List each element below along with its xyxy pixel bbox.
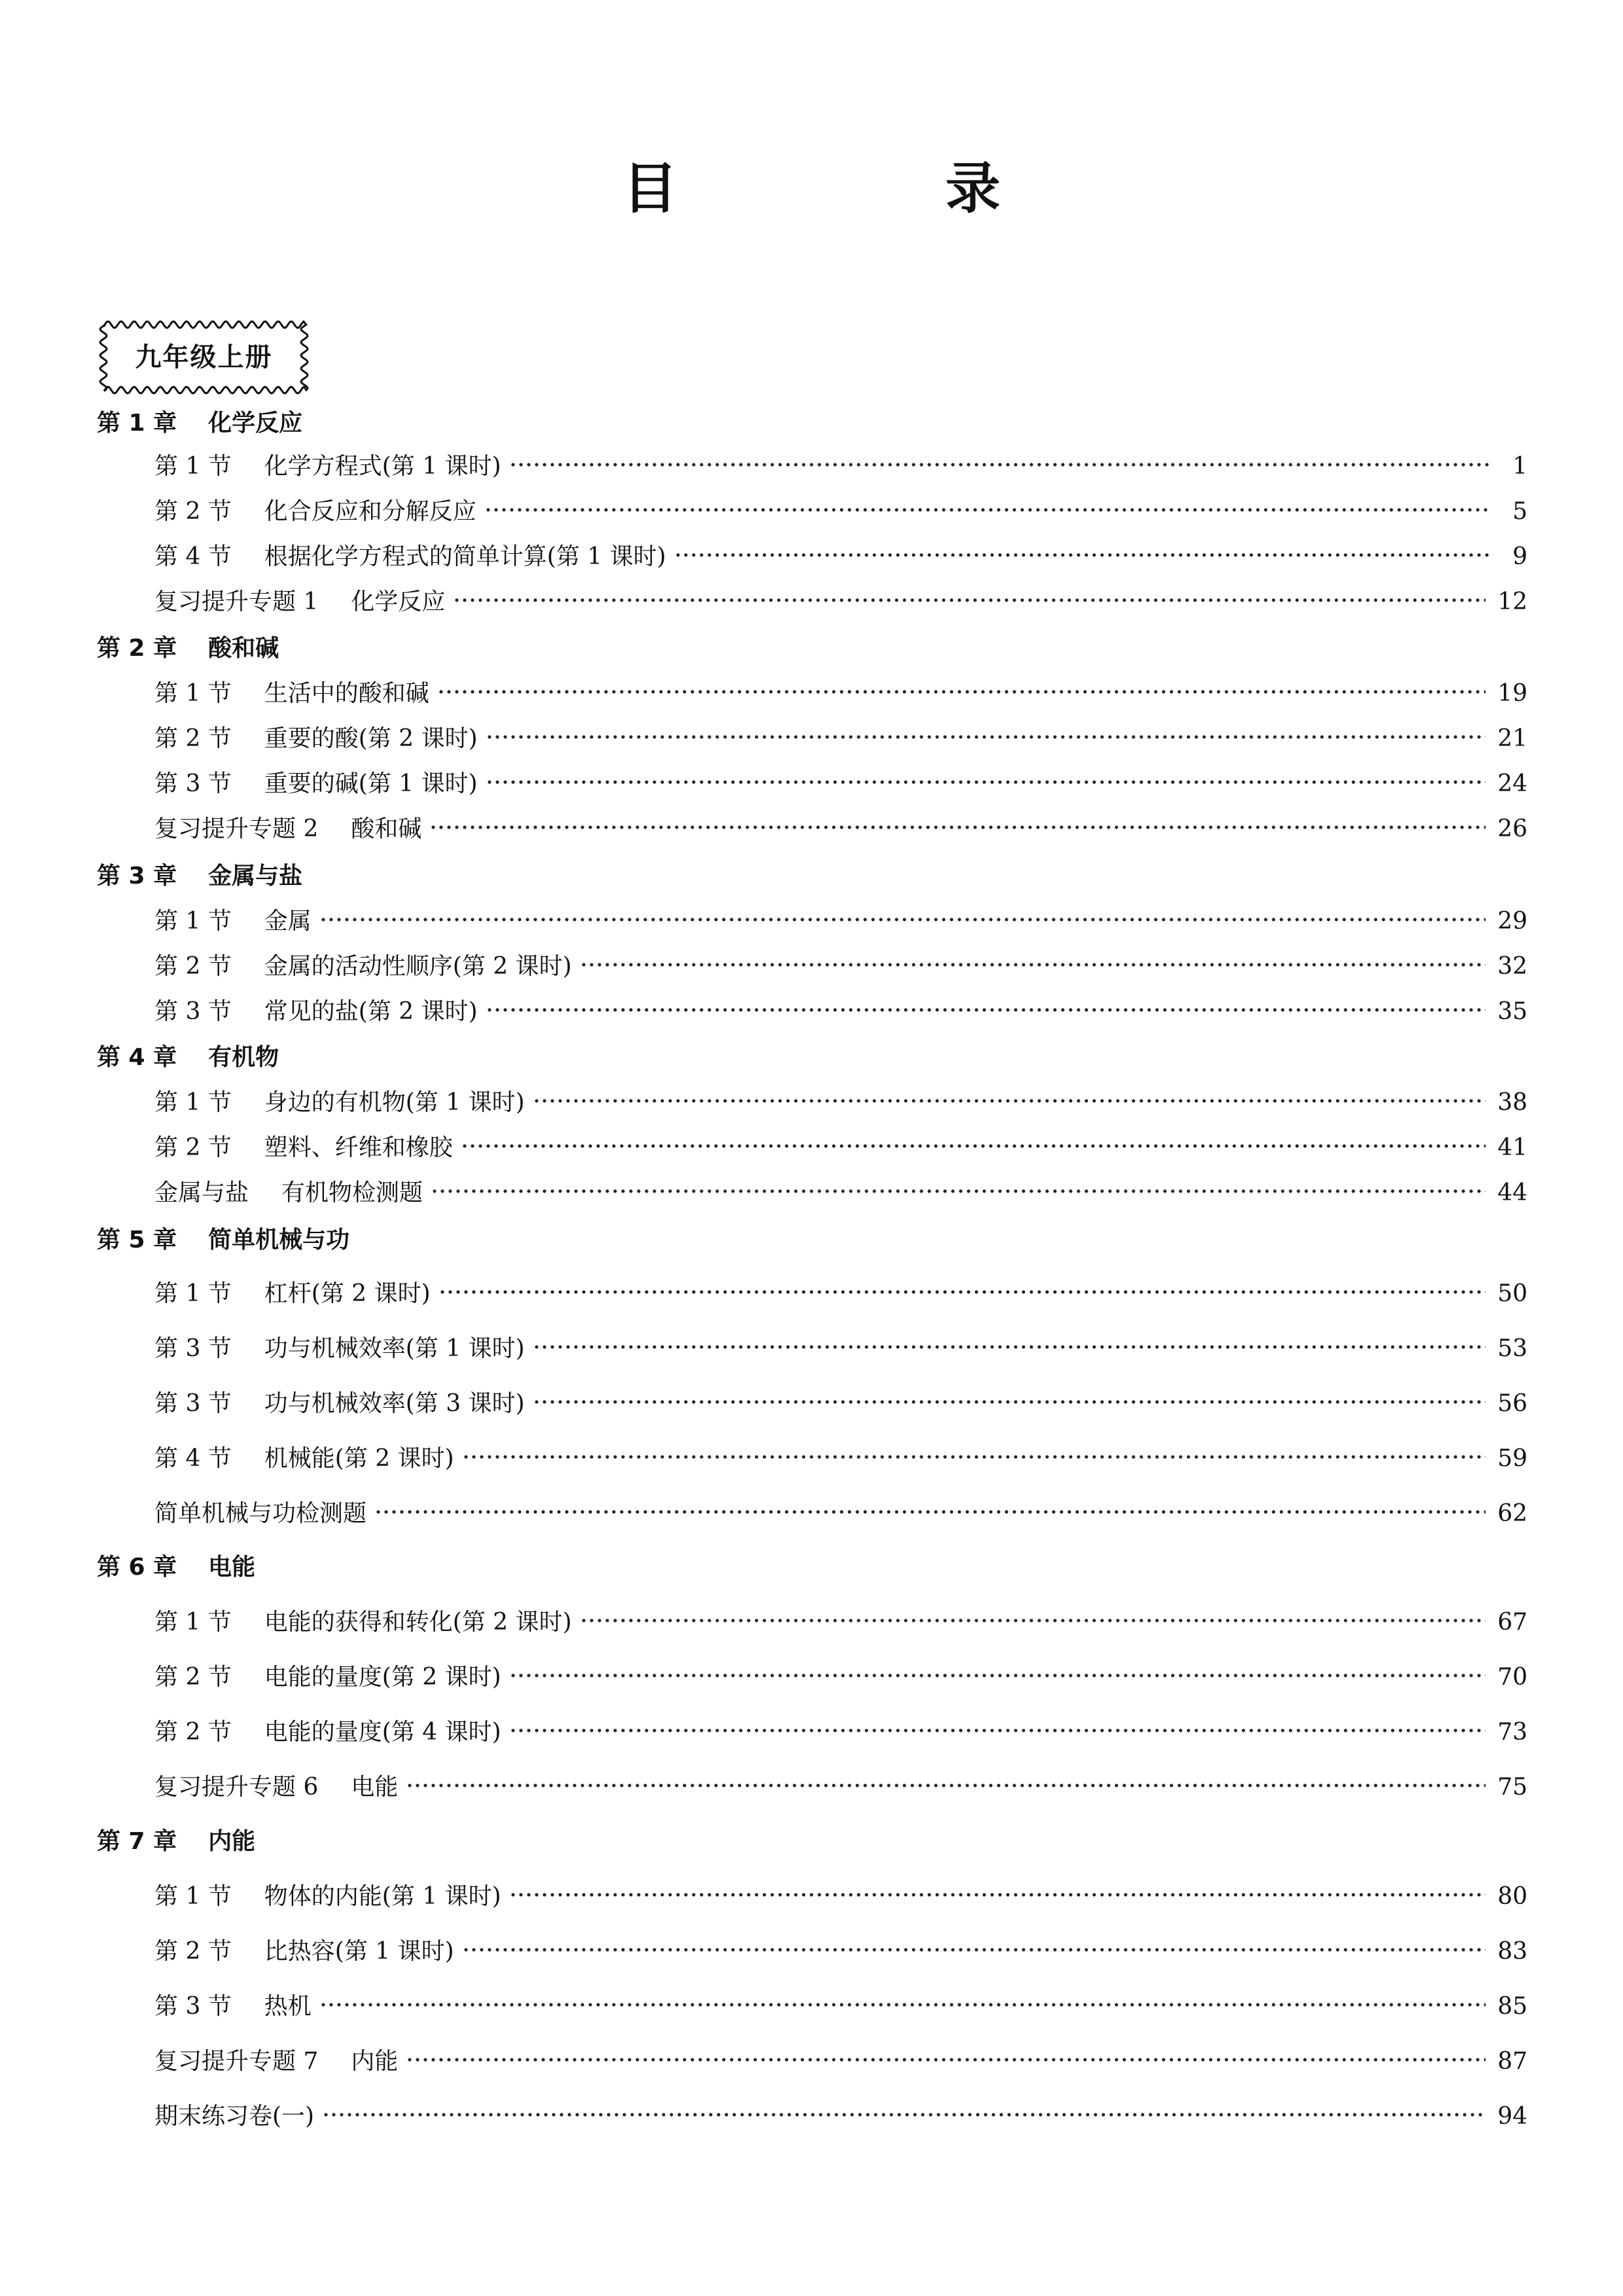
dot-leader — [319, 2001, 1486, 2008]
section-title: 物体的内能(第 1 课时) — [264, 1883, 501, 1910]
section-label: 复习提升专题 1 — [154, 588, 319, 615]
section-label: 复习提升专题 2 — [154, 816, 319, 842]
toc-entry[interactable] — [154, 675, 1527, 708]
section-label: 第 3 节 — [154, 998, 232, 1025]
toc-entry[interactable] — [154, 1713, 1527, 1747]
section-label: 复习提升专题 7 — [154, 2048, 319, 2075]
section-title: 常见的盐(第 2 课时) — [264, 998, 478, 1025]
page-number: 38 — [1497, 1089, 1527, 1116]
chapter-title: 简单机械与功 — [208, 1227, 350, 1253]
section-title: 热机 — [264, 1993, 312, 2020]
section-title: 重要的碱(第 1 课时) — [264, 770, 478, 797]
page-number: 41 — [1497, 1134, 1527, 1161]
chapter-title: 有机物 — [208, 1044, 279, 1071]
volume-badge — [98, 319, 310, 395]
section-label: 第 1 节 — [154, 680, 232, 707]
section-title: 电能的量度(第 4 课时) — [264, 1719, 501, 1746]
page-number: 70 — [1497, 1664, 1527, 1691]
dot-leader — [486, 1007, 1486, 1013]
dot-leader — [406, 2056, 1486, 2063]
section-title: 金属的活动性顺序(第 2 课时) — [264, 953, 572, 980]
page-number: 87 — [1497, 2048, 1527, 2075]
page-number: 59 — [1497, 1445, 1527, 1472]
page-number: 32 — [1497, 953, 1527, 980]
dot-leader — [437, 689, 1486, 695]
page-number: 1 — [1512, 453, 1527, 480]
toc-entry[interactable] — [154, 1385, 1527, 1418]
page-number: 29 — [1497, 908, 1527, 935]
page-number: 75 — [1497, 1774, 1527, 1801]
dot-leader — [461, 1143, 1486, 1149]
chapter-number: 第 2 章 — [97, 635, 177, 662]
page-number: 12 — [1497, 588, 1527, 615]
chapter-title: 金属与盐 — [208, 863, 303, 889]
section-label: 复习提升专题 6 — [154, 1774, 319, 1801]
toc-entry[interactable] — [154, 1878, 1527, 1911]
toc-entry[interactable] — [154, 583, 1527, 617]
toc-entry[interactable] — [154, 1129, 1527, 1162]
toc-entry[interactable] — [154, 1275, 1527, 1308]
section-label: 第 1 节 — [154, 1609, 232, 1636]
dot-leader — [431, 1188, 1486, 1194]
section-title: 酸和碱 — [351, 816, 422, 842]
section-title: 重要的酸(第 2 课时) — [264, 725, 478, 752]
toc-entry[interactable] — [154, 1933, 1527, 1966]
dot-leader — [462, 1946, 1486, 1953]
page-number: 24 — [1497, 770, 1527, 797]
dot-leader — [580, 961, 1486, 968]
dot-leader — [674, 552, 1489, 558]
page-number: 73 — [1497, 1719, 1527, 1746]
chapter-heading — [97, 857, 302, 891]
dot-leader — [486, 734, 1486, 740]
dot-leader — [462, 1454, 1486, 1460]
chapter-number: 第 7 章 — [97, 1828, 177, 1855]
toc-entry[interactable] — [154, 948, 1527, 981]
chapter-title: 酸和碱 — [208, 635, 279, 662]
page-title: 目 录 — [622, 156, 1125, 221]
dot-leader — [453, 597, 1486, 603]
section-title: 身边的有机物(第 1 课时) — [264, 1089, 525, 1116]
dot-leader — [509, 461, 1489, 468]
section-title: 比热容(第 1 课时) — [264, 1938, 454, 1965]
page-number: 83 — [1497, 1938, 1527, 1965]
toc-entry[interactable] — [154, 720, 1527, 753]
page-number: 62 — [1497, 1500, 1527, 1527]
section-title: 根据化学方程式的简单计算(第 1 课时) — [264, 543, 666, 570]
toc-entry[interactable] — [154, 903, 1527, 936]
page-number: 26 — [1497, 816, 1527, 842]
section-label: 第 2 节 — [154, 1664, 232, 1691]
chapter-number: 第 6 章 — [97, 1554, 177, 1581]
dot-leader — [509, 1892, 1486, 1898]
chapter-title: 电能 — [208, 1554, 256, 1581]
section-label: 第 3 节 — [154, 1390, 232, 1417]
page-number: 50 — [1497, 1280, 1527, 1307]
section-label: 第 3 节 — [154, 1335, 232, 1362]
section-label: 第 2 节 — [154, 725, 232, 752]
section-label: 第 1 节 — [154, 1280, 232, 1307]
dot-leader — [533, 1098, 1486, 1104]
chapter-number: 第 1 章 — [97, 410, 177, 437]
toc-entry[interactable] — [154, 1659, 1527, 1692]
dot-leader — [406, 1782, 1486, 1789]
dot-leader — [533, 1399, 1486, 1405]
toc-entry[interactable] — [154, 765, 1527, 798]
chapter-number: 第 5 章 — [97, 1227, 177, 1253]
page-number: 67 — [1497, 1609, 1527, 1636]
section-title: 金属 — [264, 908, 312, 935]
toc-entry[interactable] — [154, 1174, 1527, 1208]
page-number: 35 — [1497, 998, 1527, 1025]
chapter-heading — [97, 1221, 349, 1255]
section-label: 第 3 节 — [154, 770, 232, 797]
section-title: 化学方程式(第 1 课时) — [264, 453, 501, 480]
section-label: 第 2 节 — [154, 953, 232, 980]
toc-entry[interactable] — [154, 1604, 1527, 1637]
section-title: 有机物检测题 — [281, 1179, 423, 1206]
section-title: 简单机械与功检测题 — [154, 1500, 367, 1527]
dot-leader — [322, 2111, 1486, 2118]
page-number: 5 — [1512, 498, 1527, 525]
page-number: 19 — [1497, 680, 1527, 707]
section-title: 塑料、纤维和橡胶 — [264, 1134, 453, 1161]
section-label: 第 1 节 — [154, 453, 232, 480]
page-number: 80 — [1497, 1883, 1527, 1910]
page-number: 44 — [1497, 1179, 1527, 1206]
chapter-heading — [97, 630, 279, 663]
dot-leader — [509, 1672, 1486, 1679]
dot-leader — [484, 507, 1489, 513]
page-number: 85 — [1497, 1993, 1527, 2020]
section-label: 第 2 节 — [154, 1938, 232, 1965]
section-label: 第 4 节 — [154, 1445, 232, 1472]
toc-entry[interactable] — [154, 810, 1527, 844]
section-title: 杠杆(第 2 课时) — [264, 1280, 431, 1307]
section-label: 第 2 节 — [154, 1719, 232, 1746]
section-title: 功与机械效率(第 3 课时) — [264, 1390, 525, 1417]
chapter-heading — [97, 404, 302, 438]
section-label: 金属与盐 — [154, 1179, 249, 1206]
volume-label: 九年级上册 — [135, 342, 273, 372]
toc-entry[interactable] — [154, 1084, 1527, 1117]
section-title: 功与机械效率(第 1 课时) — [264, 1335, 525, 1362]
section-label: 第 1 节 — [154, 1883, 232, 1910]
section-title: 化学反应 — [351, 588, 446, 615]
section-label: 第 3 节 — [154, 1993, 232, 2020]
toc-entry[interactable] — [154, 448, 1527, 481]
toc-entry[interactable] — [154, 2098, 1527, 2131]
chapter-heading — [97, 1039, 279, 1072]
toc-entry[interactable] — [154, 1440, 1527, 1473]
dot-leader — [429, 824, 1486, 831]
dot-leader — [533, 1344, 1486, 1350]
dot-leader — [509, 1727, 1486, 1734]
chapter-heading — [97, 1823, 255, 1856]
section-label: 第 4 节 — [154, 543, 232, 570]
section-title: 期末练习卷(一) — [154, 2103, 315, 2130]
section-title: 机械能(第 2 课时) — [264, 1445, 454, 1472]
page-number: 56 — [1497, 1390, 1527, 1417]
chapter-number: 第 4 章 — [97, 1044, 177, 1071]
section-title: 电能的获得和转化(第 2 课时) — [264, 1609, 572, 1636]
page-number: 21 — [1497, 725, 1527, 752]
chapter-number: 第 3 章 — [97, 863, 177, 889]
toc-entry[interactable] — [154, 1988, 1527, 2021]
toc-entry[interactable] — [154, 1768, 1527, 1802]
toc-entry[interactable] — [154, 538, 1527, 571]
dot-leader — [438, 1289, 1486, 1295]
chapter-title: 内能 — [208, 1828, 256, 1855]
toc-entry[interactable] — [154, 2043, 1527, 2076]
dot-leader — [580, 1617, 1486, 1624]
dot-leader — [319, 916, 1486, 923]
dot-leader — [486, 779, 1486, 785]
section-label: 第 2 节 — [154, 498, 232, 525]
chapter-heading — [97, 1549, 255, 1582]
toc-entry[interactable] — [154, 1495, 1527, 1528]
section-title: 生活中的酸和碱 — [264, 680, 429, 707]
section-title: 内能 — [351, 2048, 399, 2075]
page-number: 94 — [1497, 2103, 1527, 2130]
section-title: 电能 — [351, 1774, 399, 1801]
section-label: 第 1 节 — [154, 1089, 232, 1116]
toc-entry[interactable] — [154, 1330, 1527, 1363]
page-number: 53 — [1497, 1335, 1527, 1362]
section-label: 第 1 节 — [154, 908, 232, 935]
chapter-title: 化学反应 — [208, 410, 303, 437]
dot-leader — [374, 1509, 1486, 1515]
page-number: 9 — [1512, 543, 1527, 570]
section-label: 第 2 节 — [154, 1134, 232, 1161]
section-title: 电能的量度(第 2 课时) — [264, 1664, 501, 1691]
section-title: 化合反应和分解反应 — [264, 498, 476, 525]
toc-entry[interactable] — [154, 493, 1527, 526]
toc-entry[interactable] — [154, 993, 1527, 1026]
